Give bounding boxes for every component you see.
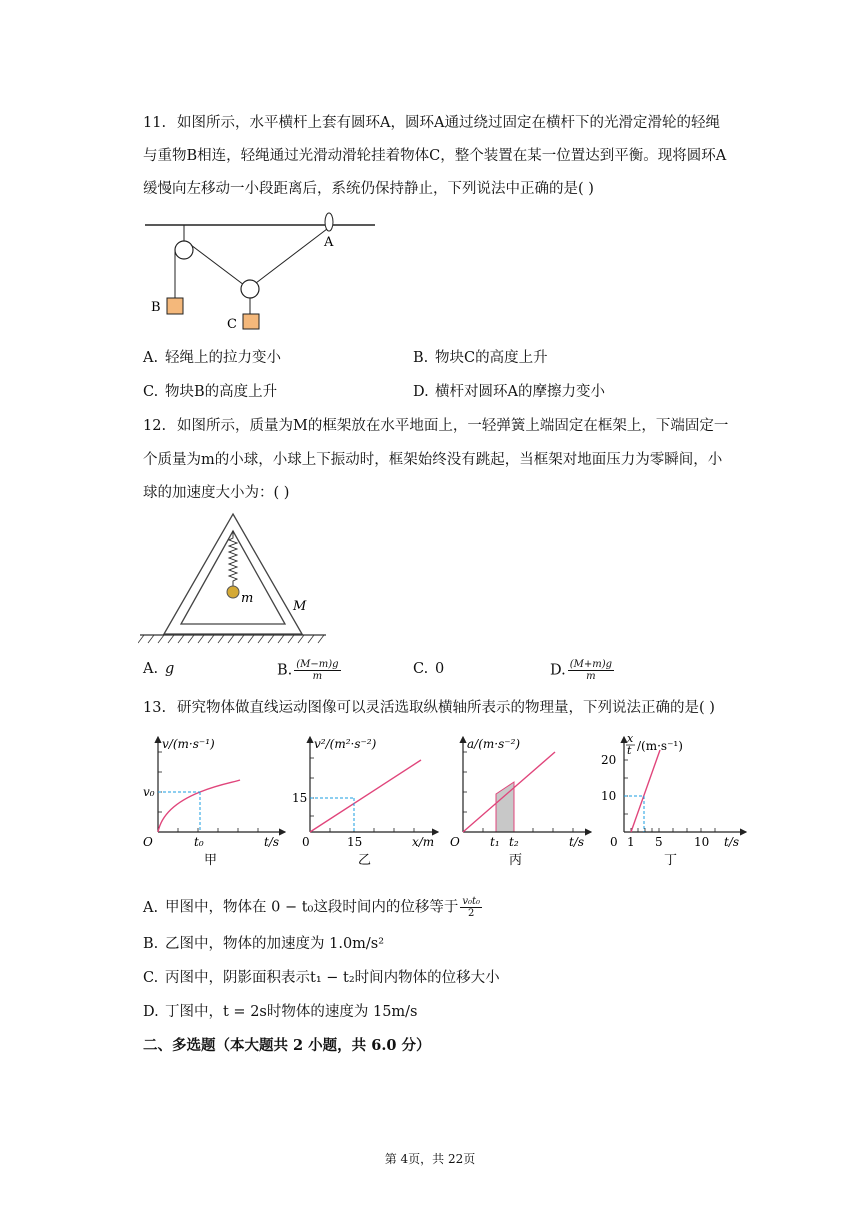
label-B: B — [151, 300, 161, 315]
q13-option-b[interactable]: B. 乙图中，物体的加速度为 1.0m/s² — [143, 936, 385, 952]
q12-option-c[interactable]: C. 0 — [413, 661, 445, 677]
ding-ytick-20: 20 — [601, 753, 617, 767]
ding-ylabel-unit: /(m·s⁻¹) — [637, 739, 683, 753]
label-A: A — [324, 235, 334, 250]
yi-xmark: 15 — [347, 835, 363, 849]
bing-origin: O — [450, 835, 460, 849]
section-heading: 二、多选题（本大题共 2 小题，共 6.0 分） — [143, 1037, 431, 1054]
jia-origin: O — [143, 835, 153, 849]
q11-pulley-figure — [140, 210, 380, 335]
q12-frame-figure — [138, 510, 328, 645]
q12-line-3: 球的加速度大小为：( ) — [143, 485, 290, 501]
q12-line-1: 12. 如图所示，质量为M的框架放在水平地面上，一轻弹簧上端固定在框架上，下端固定一 — [143, 418, 729, 434]
q11-option-a[interactable]: A. 轻绳上的拉力变小 — [143, 350, 281, 366]
ding-origin: 0 — [610, 835, 618, 849]
fraction-b: $\frac{(M-m)g}{m}$ — [296, 659, 339, 682]
ding-ylabel-num: x — [627, 732, 634, 745]
graph-ding — [600, 732, 750, 872]
q13-number: 13. — [143, 700, 167, 716]
q13-line-1: 13. 研究物体做直线运动图像可以灵活选取纵横轴所表示的物理量，下列说法正确的是( ) — [143, 700, 715, 716]
yi-xlabel: x/m — [412, 835, 435, 849]
bing-xmark2: t₂ — [509, 835, 519, 849]
jia-xlabel: t/s — [264, 835, 280, 849]
ding-ylabel-den: t — [627, 744, 632, 757]
label-m: m — [241, 591, 254, 606]
bing-xlabel: t/s — [569, 835, 585, 849]
yi-caption: 乙 — [358, 853, 372, 868]
jia-caption: 甲 — [204, 853, 218, 868]
q13-option-c[interactable]: C. 丙图中，阴影面积表示t₁ − t₂时间内物体的位移大小 — [143, 970, 500, 986]
yi-ylabel: v²/(m²·s⁻²) — [314, 737, 377, 751]
q11-option-c[interactable]: C. 物块B的高度上升 — [143, 384, 278, 400]
q13-option-d[interactable]: D. 丁图中，t = 2s时物体的速度为 15m/s — [143, 1004, 418, 1020]
graph-bing — [445, 732, 595, 872]
q11-line-3: 缓慢向左移动一小段距离后，系统仍保持静止，下列说法中正确的是( ) — [143, 181, 594, 197]
graph-yi — [290, 732, 445, 872]
q12-option-a[interactable]: A. g — [143, 661, 175, 677]
page-footer: 第 4页，共 22页 — [384, 1152, 476, 1166]
jia-ymark: v₀ — [143, 785, 155, 799]
ding-xtick-10: 10 — [694, 835, 710, 849]
q11-line-2: 与重物B相连，轻绳通过光滑动滑轮挂着物体C，整个装置在某一位置达到平衡。现将圆环A — [143, 148, 727, 164]
q11-option-d[interactable]: D. 横杆对圆环A的摩擦力变小 — [413, 384, 605, 400]
q11-option-b[interactable]: B. 物块C的高度上升 — [413, 350, 548, 366]
jia-ylabel: v/(m·s⁻¹) — [162, 737, 215, 751]
bing-ylabel: a/(m·s⁻²) — [467, 737, 521, 751]
fraction-d: $\frac{(M+m)g}{m}$ — [569, 659, 613, 682]
q12-option-b[interactable]: B. $\frac{(M-m)g}{m}$ — [277, 659, 339, 682]
yi-origin: 0 — [302, 835, 310, 849]
fraction-v0t0: $\frac{\text{v₀t₀}}{2}$ — [462, 896, 481, 919]
graph-jia — [140, 732, 290, 872]
ding-ytick-10: 10 — [601, 789, 617, 803]
jia-xmark: t₀ — [194, 835, 204, 849]
ding-caption: 丁 — [664, 853, 678, 868]
q12-number: 12. — [143, 418, 167, 434]
ding-xtick-1: 1 — [627, 835, 635, 849]
q13-option-a[interactable]: A. 甲图中，物体在 0 − t₀这段时间内的位移等于 $\frac{\text{v₀t₀}}{2}$ — [143, 896, 481, 919]
q11-number: 11. — [143, 115, 167, 131]
q11-line-1: 11. 如图所示，水平横杆上套有圆环A，圆环A通过绕过固定在横杆下的光滑定滑轮的轻绳 — [143, 115, 720, 131]
ding-xlabel: t/s — [724, 835, 740, 849]
label-M: M — [293, 599, 307, 614]
bing-xmark1: t₁ — [490, 835, 500, 849]
q12-line-2: 个质量为m的小球，小球上下振动时，框架始终没有跳起，当框架对地面压力为零瞬间，小 — [143, 452, 723, 468]
label-C: C — [227, 317, 237, 332]
ding-xtick-5: 5 — [655, 835, 663, 849]
bing-caption: 丙 — [509, 853, 523, 868]
q12-option-d[interactable]: D. $\frac{(M+m)g}{m}$ — [550, 659, 613, 682]
yi-ymark: 15 — [292, 791, 308, 805]
